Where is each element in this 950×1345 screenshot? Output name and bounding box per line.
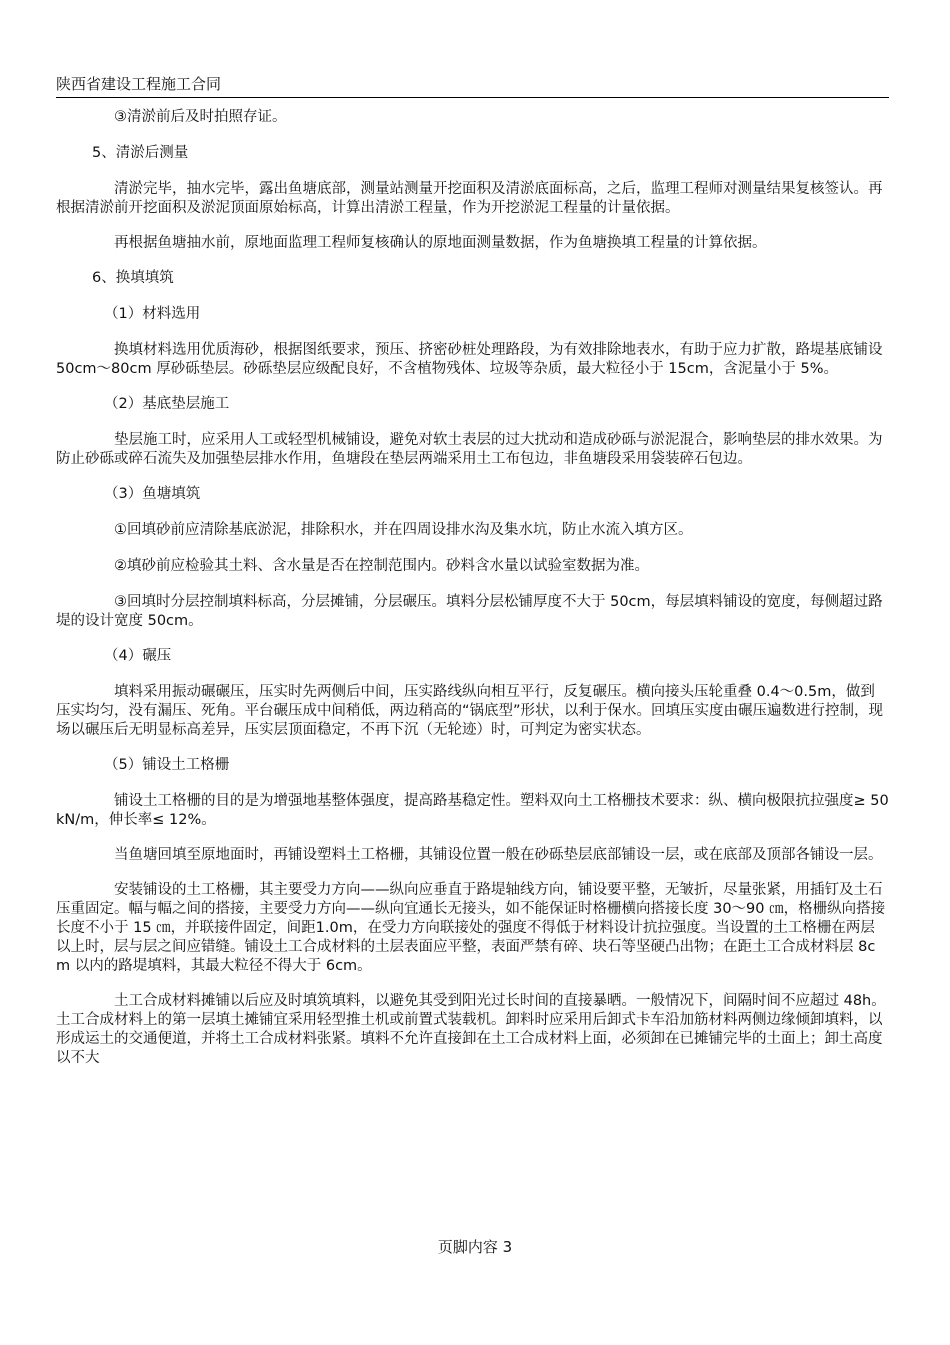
heading-6-2: （2）基底垫层施工 [104,396,230,412]
header-title: 陕西省建设工程施工合同 [56,75,222,93]
para-geogrid-2: 当鱼塘回填至原地面时，再铺设塑料土工格栅，其铺设位置一般在砂砾垫层底部铺设一层，或在底部及顶部各铺设一层。 [114,847,883,863]
para-geogrid-3: 安装铺设的土工格栅，其主要受力方向——纵向应垂直于路堤轴线方向，铺设要平整，无皱折，尽量张紧，用插钉及土石压重固定。幅与幅之间的搭接，主要受力方向——纵向宜通长无接头，如不能保证时格栅横向搭接长度 30～90 ㎝，格栅纵向搭接长度不小于 15 ㎝，并联接件固定，间距1.0m，在受力方向联接处的强度不得低于材料设计抗拉强度。当设置的土工格栅在两层以上时，层与层之间应错缝。铺设土工合成材料的土层表面应平整，表面严禁有碎、块石等坚硬凸出物；在距土工合成材料层 8cm 以内的路堤填料，其最大粒径不得大于 6cm。 [56,882,886,974]
page-footer: 页脚内容 3 [437,1238,513,1256]
para-compaction: 填料采用振动碾碾压，压实时先两侧后中间，压实路线纵向相互平行，反复碾压。横向接头压轮重叠 0.4～0.5m，做到压实均匀，没有漏压、死角。平台碾压成中间稍低，两边稍高的“锅底型”形状，以利于保水。回填压实度由碾压遍数进行控制，现场以碾压后无明显标高差异，压实层顶面稳定，不再下沉（无轮迹）时，可判定为密实状态。 [56,684,884,738]
para-measure-1: 清淤完毕，抽水完毕，露出鱼塘底部，测量站测量开挖面积及清淤底面标高，之后，监理工程师对测量结果复核签认。再根据清淤前开挖面积及淤泥顶面原始标高，计算出清淤工程量，作为开挖淤泥工程量的计量依据。 [56,181,883,216]
para-geogrid-1: 铺设土工格栅的目的是为增强地基整体强度，提高路基稳定性。塑料双向土工格栅技术要求：纵、横向极限抗拉强度≥ 50kN/m，伸长率≤ 12%。 [56,793,889,828]
item-photo: ③清淤前后及时拍照存证。 [114,109,287,125]
para-measure-2: 再根据鱼塘抽水前，原地面监理工程师复核确认的原地面测量数据，作为鱼塘换填工程量的计算依据。 [114,235,767,251]
item-fill-2: ②填砂前应检验其土料、含水量是否在控制范围内。砂料含水量以试验室数据为准。 [114,558,649,574]
heading-6-5: （5）铺设土工格栅 [104,757,230,773]
page-header [56,74,889,98]
heading-6-4: （4）碾压 [104,648,172,664]
heading-6-1: （1）材料选用 [104,306,201,322]
item-fill-1: ①回填砂前应清除基底淤泥，排除积水，并在四周设排水沟及集水坑，防止水流入填方区。 [114,522,693,538]
para-cushion: 垫层施工时，应采用人工或轻型机械铺设，避免对软土表层的过大扰动和造成砂砾与淤泥混合，影响垫层的排水效果。为防止砂砾或碎石流失及加强垫层排水作用，鱼塘段在垫层两端采用土工布包边，非鱼塘段采用袋装碎石包边。 [56,432,883,467]
para-material: 换填材料选用优质海砂，根据图纸要求，预压、挤密砂桩处理路段，为有效排除地表水，有助于应力扩散，路堤基底铺设 50cm～80cm 厚砂砾垫层。砂砾垫层应级配良好，不含植物残体、垃圾等杂质，最大粒径小于 15cm，含泥量小于 5%。 [56,342,883,377]
heading-6-3: （3）鱼塘填筑 [104,486,201,502]
para-geogrid-4: 土工合成材料摊铺以后应及时填筑填料，以避免其受到阳光过长时间的直接暴晒。一般情况下，间隔时间不应超过 48h。土工合成材料上的第一层填土摊铺宜采用轻型推土机或前置式装载机。卸料时应采用后卸式卡车沿加筋材料两侧边缘倾卸填料，以形成运土的交通便道，并将土工合成材料张紧。填料不允许直接卸在土工合成材料上面，必须卸在已摊铺完毕的土面上；卸土高度以不大 [56,993,886,1066]
heading-6: 6、换填填筑 [92,270,174,286]
heading-5: 5、清淤后测量 [92,145,189,161]
document-body [56,108,889,1084]
para-fill-3: ③回填时分层控制填料标高，分层摊铺，分层碾压。填料分层松铺厚度不大于 50cm，每层填料铺设的宽度，每侧超过路堤的设计宽度 50cm。 [56,594,883,629]
